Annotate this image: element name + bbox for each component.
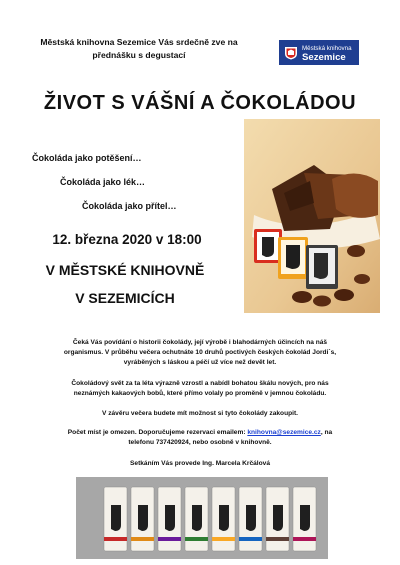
logo-line-1: Městská knihovna xyxy=(302,44,352,52)
para1-line-2: organismus. V průběhu večera ochutnáte 10 druhů poctivých českých čokolád Jordi´s, xyxy=(63,349,337,356)
para2-line-1: Čokoládový svět za ta léta výrazně vzrostl a nabídl bohatou škálu nových, pro nás xyxy=(71,380,329,387)
event-venue-line-2: V SEZEMICÍCH xyxy=(75,290,175,306)
chocolate-photo xyxy=(244,119,380,313)
reservation-text: Počet míst je omezen. Doporučujeme rezervaci emailem: xyxy=(67,429,248,436)
logo-line-2: Sezemice xyxy=(302,51,346,63)
page-title: ŽIVOT S VÁŠNÍ A ČOKOLÁDOU xyxy=(43,92,357,114)
para1-line-1: Čeká Vás povídání o historii čokolády, její výrobě i blahodárných účincích na náš xyxy=(72,339,328,346)
invitation-line-1: Městská knihovna Sezemice Vás srdečně zve na xyxy=(40,37,238,47)
invitation-line-2: přednášku s degustací xyxy=(92,50,186,60)
library-logo xyxy=(279,40,359,65)
chocolate-bars-photo xyxy=(76,477,328,559)
event-venue-line-1: V MĚSTSKÉ KNIHOVNĚ xyxy=(45,262,205,278)
email-link[interactable]: knihovna@sezemice.cz xyxy=(247,429,321,436)
event-date-time: 12. března 2020 v 18:00 xyxy=(52,232,202,247)
reservation-text-end: , na xyxy=(320,429,333,436)
reservation-line-2: telefonu 737420924, nebo osobně v knihovně. xyxy=(128,439,272,446)
description-paragraph-1 xyxy=(40,338,360,368)
para2-line-2: neznámých kakaových bobů, které přímo volaly po proměně v jemnou čokoládu. xyxy=(73,390,327,397)
para1-line-3: vyráběných s láskou a péčí už více než devět let. xyxy=(123,359,277,366)
tagline-2: Čokoláda jako lék… xyxy=(60,177,146,187)
purchase-note: V závěru večera budete mít možnost si tyto čokolády zakoupit. xyxy=(101,410,299,417)
tagline-3: Čokoláda jako přítel… xyxy=(82,201,177,211)
invitation-text xyxy=(24,36,254,62)
presenter-line: Setkáním Vás provede Ing. Marcela Krčálová xyxy=(130,460,270,467)
tagline-1: Čokoláda jako potěšení… xyxy=(32,153,142,163)
reservation-paragraph xyxy=(40,428,360,448)
library-emblem-icon xyxy=(284,46,298,60)
description-paragraph-2 xyxy=(40,379,360,399)
